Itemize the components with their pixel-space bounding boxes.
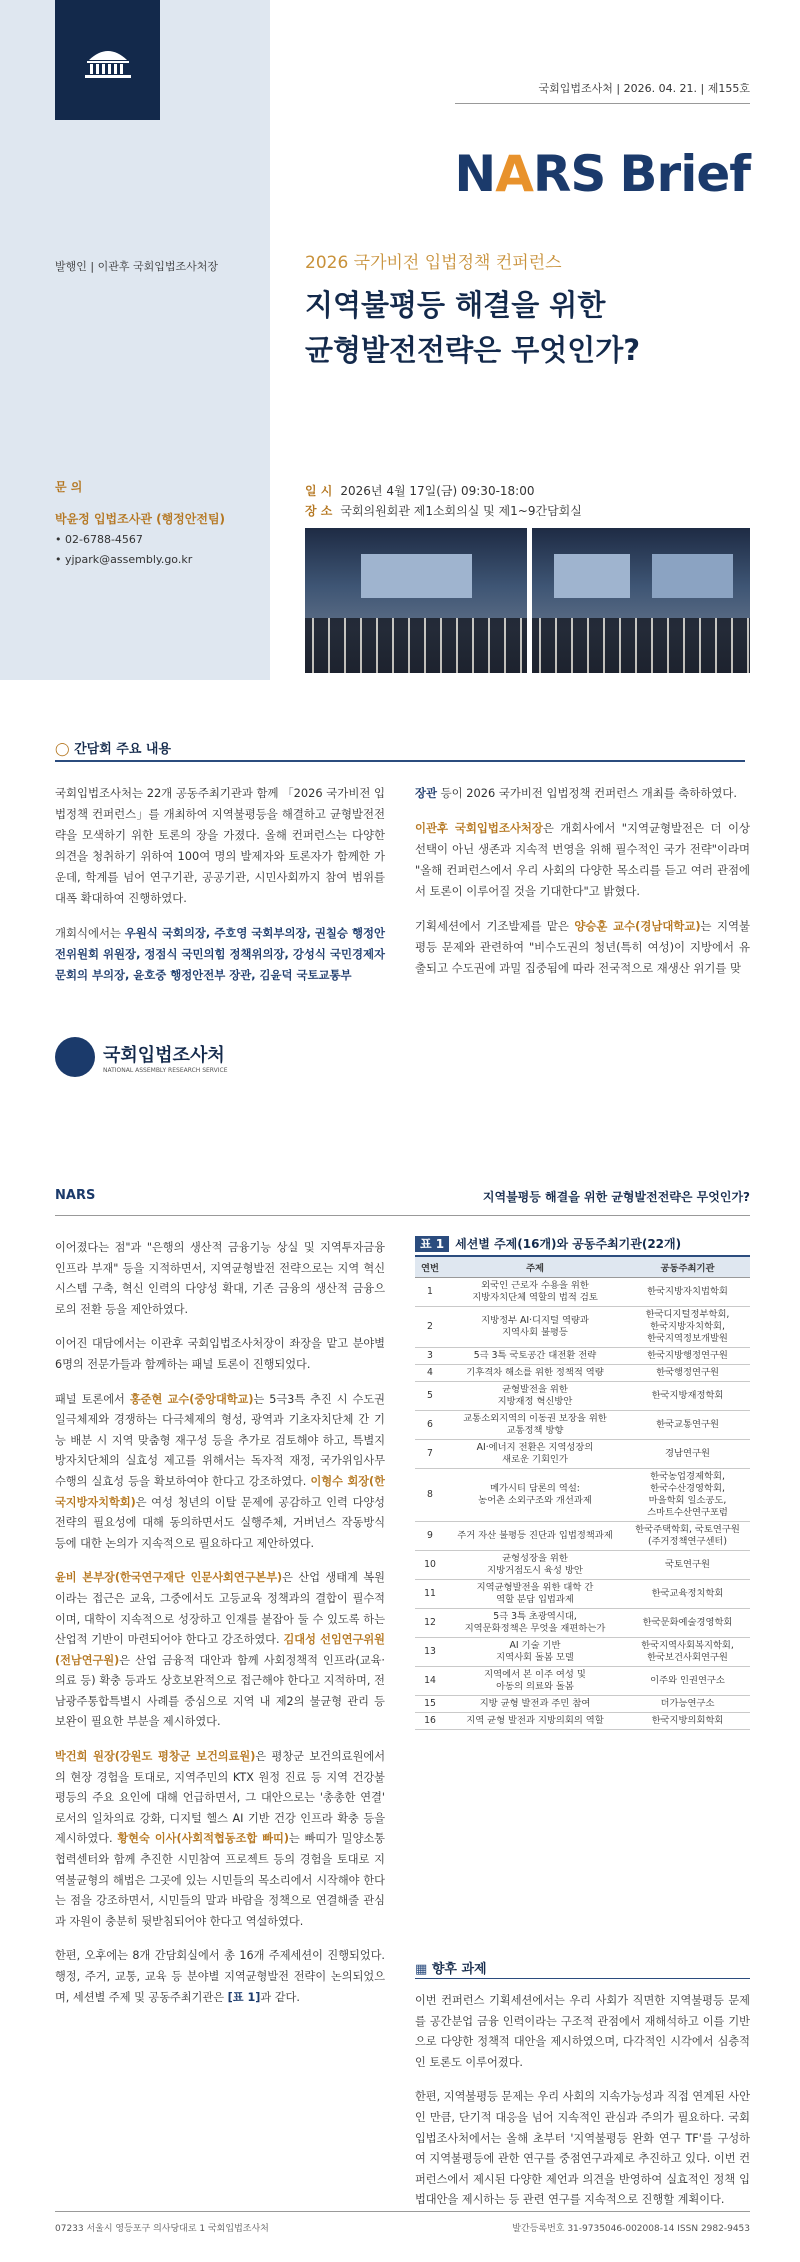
brand-n: N	[454, 145, 496, 203]
host-organization: 한국교육정치학회	[625, 1580, 750, 1609]
contact-heading: 문 의	[55, 480, 83, 494]
page-title	[305, 283, 640, 373]
table-row	[415, 1469, 750, 1522]
text: 등이 2026 국가비전 입법정책 컨퍼런스 개최를 축하하였다.	[437, 786, 738, 800]
event-place	[305, 502, 582, 519]
highlight-names: 우원식 국회의장, 주호영 국회부의장, 권칠승 행정안전위원회 위원장, 정점식 국민의힘 정책위의장, 강성식 국민경제자문회의 부의장, 윤호중 행정안전부 장관, 김윤덕 국토교통부	[55, 926, 385, 982]
table-title-text: 세션별 주제(16개)와 공동주최기관(22개)	[455, 1237, 682, 1251]
host-organization: 한국행정연구원	[625, 1365, 750, 1382]
column-header: 공동주최기관	[625, 1256, 750, 1278]
section-heading-text: 간담회 주요 내용	[74, 742, 172, 757]
highlight: 윤비 본부장(한국연구재단 인문사회연구본부)	[55, 1571, 283, 1585]
row-number: 12	[415, 1609, 445, 1638]
event-photo-1	[305, 528, 527, 673]
text: 는 지역불평등 문제와 관련하여 "비수도권의 청년(특히 여성)이 지방에서 유출되고 수도권에 과밀 집중됨에 따라 전국적으로 재생산 위기를 맞	[415, 919, 750, 975]
paragraph	[55, 923, 385, 986]
paragraph	[55, 1390, 385, 1555]
row-number: 3	[415, 1348, 445, 1365]
event-photo-2	[532, 528, 750, 673]
table-reference: [표 1]	[227, 1990, 261, 2004]
row-number: 11	[415, 1580, 445, 1609]
paragraph: 이어졌다는 점"과 "은행의 생산적 금융기능 상실 및 지역투자금융 인프라 부재" 등을 지적하면서, 지역균형발전 전략으로는 지역 혁신시스템 구축, 혁신 인력의 다양성 확대, 기존 금융의 생산적 금융으로의 전환 등을 제안하였다.	[55, 1241, 385, 1316]
table-row	[415, 1609, 750, 1638]
title-line-1: 지역불평등 해결을 위한	[305, 288, 606, 322]
host-organization: 한국디지털정부학회, 한국지방자치학회, 한국지역정보개발원	[625, 1307, 750, 1348]
paragraph: 한편, 지역불평등 문제는 우리 사회의 지속가능성과 직접 연계된 사안인 만큼, 단기적 대응을 넘어 지속적인 관심과 주의가 필요하다. 국회입법조사처에서는 올해 초부터 '지역불평등 완화 연구 TF'를 구성하여 지역불평등에 관한 연구를 중점연구과제로 추진하고 있다. 이번 컨퍼런스에서 제시된 다양한 제언과 의견을 반영하여 실효적인 정책 입법대안을 제시하는 등 관련 연구를 지속적으로 진행할 계획이다.	[415, 2090, 750, 2207]
row-number: 4	[415, 1365, 445, 1382]
table-row	[415, 1580, 750, 1609]
host-organization: 한국농업경제학회, 한국수산경영학회, 마을학회 일소공도, 스마트수산연구포럼	[625, 1469, 750, 1522]
paragraph	[55, 1568, 385, 1733]
paragraph: 국회입법조사처는 22개 공동주최기관과 함께 「2026 국가비전 입법정책 컨퍼런스」를 개최하여 지역불평등을 해결하고 균형발전전략을 모색하기 위한 토론의 장을 가졌다. 올해 컨퍼런스는 다양한 의견을 청취하기 위하여 100여 명의 발제자와 토론자가 함께한 가운데, 학계를 넘어 연구기관, 공공기관, 시민사회까지 참여 범위를 대폭 확대하여 진행하였다.	[55, 786, 385, 905]
issue-divider	[455, 103, 750, 104]
nars-emblem-icon	[55, 1037, 95, 1077]
host-organization: 한국지방재정학회	[625, 1382, 750, 1411]
session-topic: 지역 균형 발전과 지방의회의 역할	[445, 1713, 625, 1730]
session-topic: 메가시티 담론의 역설: 농어촌 소외구조와 개선과제	[445, 1469, 625, 1522]
host-organization: 한국지방행정연구원	[625, 1348, 750, 1365]
table-row	[415, 1522, 750, 1551]
section-heading-text: 향후 과제	[431, 1962, 487, 1977]
bulb-icon: ◯	[55, 742, 70, 757]
table-row	[415, 1411, 750, 1440]
host-organization: 한국교통연구원	[625, 1411, 750, 1440]
paragraph	[415, 818, 750, 902]
session-topic: 외국인 근로자 수용을 위한 지방자치단체 역할의 법적 검토	[445, 1278, 625, 1307]
host-organization: 이주와 인권연구소	[625, 1667, 750, 1696]
contact-phone: • 02-6788-4567	[55, 533, 143, 546]
header-title: 지역불평등 해결을 위한 균형발전전략은 무엇인가?	[482, 1190, 750, 1204]
brand-a: A	[495, 145, 533, 203]
host-organization: 경남연구원	[625, 1440, 750, 1469]
footer-registration: 발간등록번호 31-9735046-002008-14 ISSN 2982-9453	[512, 2224, 750, 2234]
row-number: 10	[415, 1551, 445, 1580]
table-row	[415, 1440, 750, 1469]
session-table	[415, 1255, 750, 1730]
row-number: 5	[415, 1382, 445, 1411]
highlight: 김대성 선임연구위원(전남연구원)	[55, 1633, 385, 1667]
table-number: 표 1	[415, 1236, 449, 1252]
title-line-2: 균형발전전략은 무엇인가?	[305, 333, 641, 367]
table-body	[415, 1278, 750, 1730]
host-organization: 한국주택학회, 국토연구원 (주거정책연구센터)	[625, 1522, 750, 1551]
column-header: 주제	[445, 1256, 625, 1278]
table-row	[415, 1713, 750, 1730]
row-number: 1	[415, 1278, 445, 1307]
host-organization: 한국문화예술경영학회	[625, 1609, 750, 1638]
row-number: 8	[415, 1469, 445, 1522]
table-header-row	[415, 1256, 750, 1278]
text: 은 산업 생태계 복원이라는 접근은 교육, 그중에서도 고등교육 정책과의 결합이 필수적이며, 대학이 지속적으로 성장하고 인재를 붙잡아 둘 수 있도록 하는 산업적 기반이 마련되어야 한다고 강조하였다.	[55, 1571, 385, 1647]
nars-brief-logo	[454, 145, 750, 203]
contact-email[interactable]: • yjpark@assembly.go.kr	[55, 553, 193, 566]
host-organization: 한국지방의회학회	[625, 1713, 750, 1730]
right-column	[415, 783, 750, 993]
conference-subtitle: 2026 국가비전 입법정책 컨퍼런스	[305, 253, 562, 273]
text: 기획세션에서 기조발제를 맡은	[415, 919, 575, 933]
host-organization: 한국지방자치법학회	[625, 1278, 750, 1307]
text: 는 빠띠가 밀양소통협력센터와 함께 추진한 시민참여 프로젝트 등의 경험을 토대로 지역불균형의 해법은 그곳에 있는 시민들의 목소리에서 시작해야 한다는 점을 강조하면서, 시민들의 말과 바람을 정책으로 연결해줄 관심과 자원이 충분히 뒷받침되어야 한다고 역설하였다.	[55, 1832, 385, 1928]
contact-name: 박윤정 입법조사관 (행정안전팀)	[55, 512, 226, 526]
session-topic: AI·에너지 전환은 지역성장의 새로운 기회인가	[445, 1440, 625, 1469]
text: 는 5극3특 추진 시 수도권 일극체제와 경쟁하는 다극체제의 형성, 광역과 기초자치단체 간 기능 배분 시 지역 맞춤형 재구성 등을 추가로 검토해야 하고, 특별지방자치단체의 실효성 제고를 위해서는 독자적 재정, 국가위임사무 수행의 실효성 등을 확보하여야 한다고 강조하였다.	[55, 1392, 385, 1488]
table-title	[415, 1235, 681, 1252]
row-number: 14	[415, 1667, 445, 1696]
left-column	[55, 783, 385, 1000]
place-label: 장 소	[305, 504, 333, 518]
highlight: 이형수 회장(한국지방자치학회)	[55, 1474, 385, 1509]
page-two	[0, 1153, 800, 2262]
session-topic: 5극 3특 초광역시대, 지역문화정책은 무엇을 재편하는가	[445, 1609, 625, 1638]
session-topic: 균형발전을 위한 지방재정 혁신방안	[445, 1382, 625, 1411]
text: 은 산업 금융적 대안과 함께 사회정책적 인프라(교육·의료 등) 확충 등과도 상호보완적으로 접근해야 한다고 지적하며, 전남광주통합특별시 사례를 중심으로 지역 내 제2의 불균형 관리 등 보완이 필요한 부분을 제시하였다.	[55, 1653, 385, 1729]
session-topic: 주거 자산 불평등 진단과 입법정책과제	[445, 1522, 625, 1551]
highlight: 박건희 원장(강원도 평창군 보건의료원)	[55, 1750, 256, 1764]
table-row	[415, 1278, 750, 1307]
row-number: 7	[415, 1440, 445, 1469]
session-topic: 기후격차 해소를 위한 정책적 역량	[445, 1365, 625, 1382]
table-row	[415, 1348, 750, 1365]
page-one	[0, 0, 800, 1125]
session-topic: AI 기술 기반 지역사회 돌봄 모델	[445, 1638, 625, 1667]
text: 패널 토론에서	[55, 1392, 130, 1406]
highlight: 홍준현 교수(중앙대학교)	[129, 1392, 254, 1406]
row-number: 6	[415, 1411, 445, 1440]
footer-address: 07233 서울시 영등포구 의사당대로 1 국회입법조사처	[55, 2224, 269, 2234]
table-row	[415, 1382, 750, 1411]
place-value: 국회의원회관 제1소회의실 및 제1~9간담회실	[340, 504, 582, 518]
row-number: 2	[415, 1307, 445, 1348]
text: 과 같다.	[260, 1990, 300, 2004]
text: 개회식에서는	[55, 926, 125, 940]
session-topic: 균형성장을 위한 지방거점도시 육성 방안	[445, 1551, 625, 1580]
paragraph: 이번 컨퍼런스 기획세션에서는 우리 사회가 직면한 지역불평등 문제를 공간분업 금융 인력이라는 구조적 관점에서 재해석하고 이를 기반으로 다양한 정책적 대안을 제시하였으며, 다각적인 시각에서 심층적인 토론도 이루어졌다.	[415, 1994, 750, 2069]
row-number: 15	[415, 1696, 445, 1713]
section-divider	[55, 760, 745, 762]
paragraph	[55, 1946, 385, 2008]
header-logo: NARS	[55, 1188, 96, 1203]
table-row	[415, 1551, 750, 1580]
text: 은 여성 청년의 이탈 문제에 공감하고 인력 다양성 전략의 필요성에 대해 동의하면서도 실행주체, 거버넌스 작동방식 등에 대한 논의가 지속적으로 필요하다고 제안하였다.	[55, 1495, 385, 1550]
column-header: 연번	[415, 1256, 445, 1278]
row-number: 16	[415, 1713, 445, 1730]
footer-logo-en: NATIONAL ASSEMBLY RESEARCH SERVICE	[103, 1066, 228, 1074]
left-column	[55, 1238, 385, 2022]
table-row	[415, 1667, 750, 1696]
paragraph	[55, 1747, 385, 1932]
session-topic: 교통소외지역의 이동권 보장을 위한 교통정책 방향	[445, 1411, 625, 1440]
section-heading-future	[415, 1958, 487, 1977]
text: 은 평창군 보건의료원에서의 현장 경험을 토대로, 지역주민의 KTX 원정 진료 등 지역 건강불평등의 주요 요인에 대해 언급하면서, 그 대안으로는 '총총한 연결' 로서의 일차의료 강화, 디지털 헬스 AI 기반 건강 인프라 확충 등을 제시하였다.	[55, 1750, 386, 1846]
session-topic: 지방 균형 발전과 주민 참여	[445, 1696, 625, 1713]
host-organization: 더가능연구소	[625, 1696, 750, 1713]
session-topic: 지방정부 AI·디지털 역량과 지역사회 불평등	[445, 1307, 625, 1348]
issue-line: 국회입법조사처 | 2026. 04. 21. | 제155호	[538, 82, 750, 95]
highlight: 황현숙 이사(사회적협동조합 빠띠)	[117, 1832, 290, 1846]
brand-rs: RS	[532, 145, 606, 203]
brand-brief: Brief	[619, 145, 750, 203]
session-topic: 5극 3특 국토공간 대전환 전략	[445, 1348, 625, 1365]
header-divider	[55, 1215, 750, 1216]
date-label: 일 시	[305, 484, 333, 498]
host-organization: 국토연구원	[625, 1551, 750, 1580]
table-row	[415, 1696, 750, 1713]
page-gap	[0, 1125, 800, 1153]
event-date	[305, 482, 535, 499]
text: 은 개회사에서 "지역균형발전은 더 이상 선택이 아닌 생존과 지속적 번영을 위해 필수적인 국가 전략"이라며 "올해 컨퍼런스에서 우리 사회의 다양한 목소리를 듣고 여러 관점에서 토론이 이루어질 것을 기대한다"고 밝혔다.	[415, 821, 750, 898]
future-column	[415, 1991, 750, 2225]
paragraph	[415, 916, 750, 979]
date-value: 2026년 4월 17일(금) 09:30-18:00	[340, 484, 535, 498]
table-row	[415, 1365, 750, 1382]
nars-footer-logo	[55, 1037, 228, 1077]
section-heading-summary	[55, 738, 171, 757]
highlight: 양승훈 교수(경남대학교)	[574, 919, 701, 933]
table-row	[415, 1307, 750, 1348]
table-row	[415, 1638, 750, 1667]
session-topic: 지역에서 본 이주 여성 및 아동의 의료와 돌봄	[445, 1667, 625, 1696]
footer-logo-name: 국회입법조사처	[103, 1044, 225, 1066]
paragraph: 이어진 대담에서는 이관후 국회입법조사처장이 좌장을 맡고 분야별 6명의 전문가들과 함께하는 패널 토론이 진행되었다.	[55, 1337, 385, 1371]
row-number: 9	[415, 1522, 445, 1551]
assembly-building-icon	[81, 40, 135, 80]
highlight: 장관	[415, 786, 438, 800]
section-divider	[415, 1978, 750, 1979]
assembly-logo	[55, 0, 160, 120]
host-organization: 한국지역사회복지학회, 한국보건사회연구원	[625, 1638, 750, 1667]
text: 한편, 오후에는 8개 간담회실에서 총 16개 주제세션이 진행되었다. 행정, 주거, 교통, 교육 등 분야별 지역균형발전 전략이 논의되었으며, 세션별 주제 및 공동주최기관은	[55, 1949, 385, 2004]
publisher: 발행인 | 이관후 국회입법조사처장	[55, 260, 218, 273]
paragraph	[415, 783, 750, 804]
session-topic: 지역균형발전을 위한 대학 간 역할 분담 입법과제	[445, 1580, 625, 1609]
footer-divider	[55, 2211, 750, 2212]
highlight: 이관후 국회입법조사처장	[415, 821, 543, 835]
list-icon: ▦	[415, 1962, 428, 1977]
row-number: 13	[415, 1638, 445, 1667]
